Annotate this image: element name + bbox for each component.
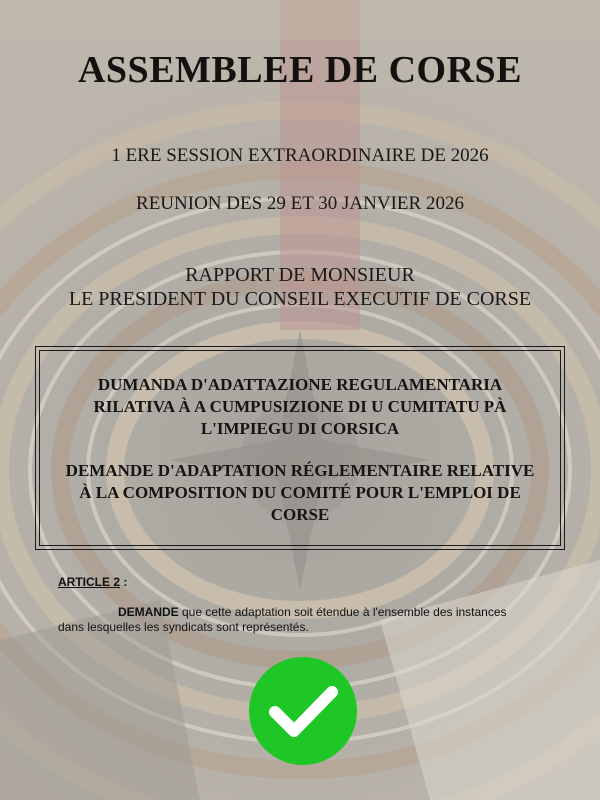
french-subject-line-2: À LA COMPOSITION DU COMITÉ POUR L'EMPLOI DE <box>79 483 521 502</box>
article-text-line-2: dans lesquelles les syndicats sont représentés. <box>58 620 309 634</box>
check-circle <box>249 657 357 765</box>
report-line-2: LE PRESIDENT DU CONSEIL EXECUTIF DE CORSE <box>68 288 532 310</box>
page-title: ASSEMBLEE DE CORSE <box>77 49 522 91</box>
meeting-line: REUNION DES 29 ET 30 JANVIER 2026 <box>136 193 464 214</box>
article-verb: DEMANDE <box>118 605 179 619</box>
session-line: 1 ERE SESSION EXTRAORDINAIRE DE 2026 <box>111 145 489 166</box>
corsican-subject-line-3: L'IMPIEGU DI CORSICA <box>200 419 400 438</box>
check-mark-icon <box>248 656 358 766</box>
corsican-subject-line-1: DUMANDA D'ADATTAZIONE REGULAMENTARIA <box>97 375 503 394</box>
french-subject-line-1: DEMANDE D'ADAPTATION RÉGLEMENTAIRE RELATIVE <box>65 461 535 480</box>
article-text-1: que cette adaptation soit étendue à l'ensemble des instances <box>178 605 507 619</box>
article-text-line-1 <box>58 605 578 619</box>
article-label: ARTICLE 2 <box>58 575 121 589</box>
french-subject-line-3: CORSE <box>270 505 330 524</box>
corsican-subject-line-2: RILATIVA À A CUMPUSIZIONE DI U CUMITATU PÀ <box>93 397 507 416</box>
article-heading <box>58 575 127 589</box>
article-colon: : <box>120 575 128 589</box>
report-line-1: RAPPORT DE MONSIEUR <box>185 264 415 286</box>
